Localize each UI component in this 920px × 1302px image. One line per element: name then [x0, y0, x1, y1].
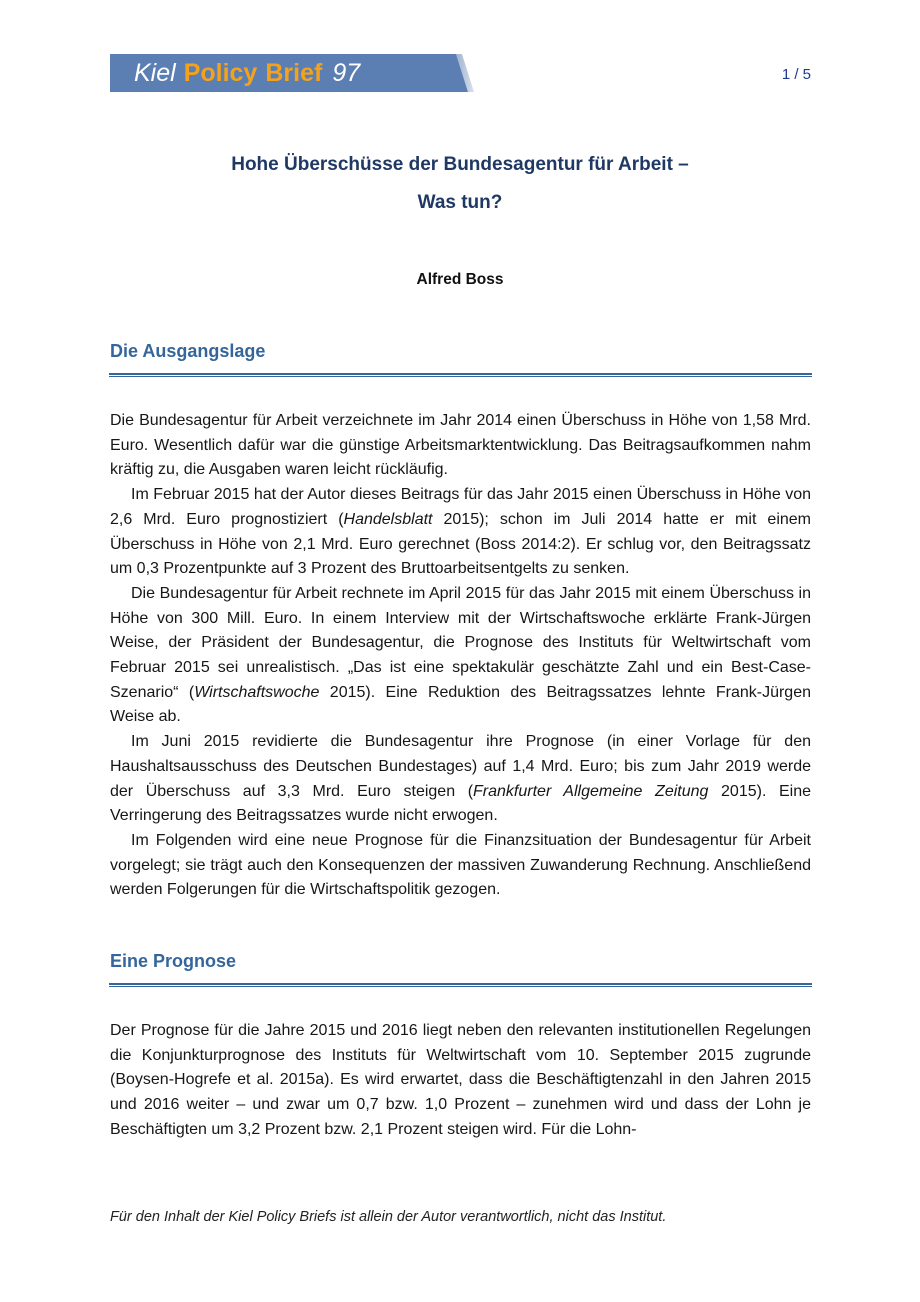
text-run: Im Juni 2015 revidierte die Bundesagentur ihre Prognose (in einer Vorlage für den Haushaltsausschuss des Deutschen Bundestages) auf 1,4 Mrd. Euro; bis zum Jahr 2019 werde der Überschuss auf 3,3 Mrd. Euro steigen ( — [110, 733, 811, 800]
citation-title: Handelsblatt — [343, 510, 433, 528]
text-run: 2015); schon im Juli 2014 hatte er mit einem Überschuss in Höhe von 2,1 Mrd. Euro gerechnet (Boss 2014:2). Er schlug vor, den Beitragssatz um 0,3 Prozentpunkte auf 3 Prozent des Bruttoarbeitsentgelts zu senken. — [110, 510, 811, 578]
page-indicator: 1 / 5 — [781, 66, 811, 83]
paragraph — [110, 1019, 811, 1143]
series-word-policy: Policy — [183, 59, 258, 87]
text-run: 2015). Eine Reduktion des Beitragssatzes lehnte Frank-Jürgen Weise ab. — [110, 683, 812, 726]
citation-title: Frankfurter Allgemeine Zeitung — [473, 782, 709, 800]
text-run: Im Folgenden wird eine neue Prognose für die Finanzsituation der Bundesagentur für Arbeit vorgelegt; sie trägt auch den Konsequenzen der massiven Zuwanderung Rechnung. Anschließend werden Folgerungen für die Wirtschaftspolitik gezogen. — [110, 831, 811, 899]
section-heading-ausgangslage: Die Ausgangslage — [110, 341, 266, 361]
paragraph — [110, 829, 811, 903]
text-run: Die Bundesagentur für Arbeit verzeichnete im Jahr 2014 einen Überschuss in Höhe von 1,58 Mrd. Euro. Wesentlich dafür war die günstige Arbeitsmarktentwicklung. Das Beitragsaufkommen nahm kräftig zu, die Ausgaben waren leicht rückläufig. — [110, 412, 811, 479]
text-run: Die Bundesagentur für Arbeit rechnete im April 2015 für das Jahr 2015 mit einem Überschuss in Höhe von 300 Mill. Euro. In einem Interview mit der Wirtschaftswoche erklärte Frank-Jürgen Weise, der Präsident der Bundesagentur, die Prognose des Instituts für Weltwirtschaft vom Februar 2015 sei unrealistisch. „Das ist eine spektakulär geschätzte Zahl und ein Best-Case-Szenario“ ( — [110, 584, 811, 701]
section-divider — [109, 983, 812, 987]
citation-title: Wirtschaftswoche — [194, 683, 320, 701]
section-body-ausgangslage — [110, 409, 811, 903]
footer-disclaimer: Für den Inhalt der Kiel Policy Briefs ist allein der Autor verantwortlich, nicht das Institut. — [110, 1209, 667, 1225]
series-title — [134, 56, 360, 90]
paper-title-line-1: Hohe Überschüsse der Bundesagentur für Arbeit – — [231, 154, 689, 175]
section-divider — [109, 373, 812, 377]
paragraph — [110, 582, 811, 730]
section-heading-prognose: Eine Prognose — [110, 951, 237, 971]
issue-number: 97 — [332, 59, 361, 87]
section-body-prognose — [110, 1019, 811, 1143]
paragraph — [110, 730, 811, 829]
paragraph — [110, 483, 811, 582]
series-word-kiel: Kiel — [134, 59, 176, 87]
text-run: Der Prognose für die Jahre 2015 und 2016 liegt neben den relevanten institutionellen Regelungen die Konjunkturprognose des Instituts für Weltwirtschaft vom 10. September 2015 zugrunde (Boysen-Hogrefe et al. 2015a). Es wird erwartet, dass die Beschäftigtenzahl in den Jahren 2015 und 2016 weiter – und zwar um 0,7 bzw. 1,0 Prozent – zunehmen wird und dass der Lohn je Beschäftigten um 3,2 Prozent bzw. 2,1 Prozent steigen wird. Für die Lohn- — [110, 1022, 811, 1138]
text-run: 2015). Eine Verringerung des Beitragssatzes wurde nicht erwogen. — [110, 782, 812, 825]
series-banner — [110, 54, 474, 92]
series-word-brief: Brief — [265, 59, 323, 87]
paper-title-line-2: Was tun? — [417, 192, 503, 213]
paragraph — [110, 409, 811, 483]
author-name: Alfred Boss — [416, 271, 504, 288]
text-run: Im Februar 2015 hat der Autor dieses Beitrags für das Jahr 2015 einen Überschuss in Höhe von 2,6 Mrd. Euro prognostiziert ( — [110, 486, 811, 528]
